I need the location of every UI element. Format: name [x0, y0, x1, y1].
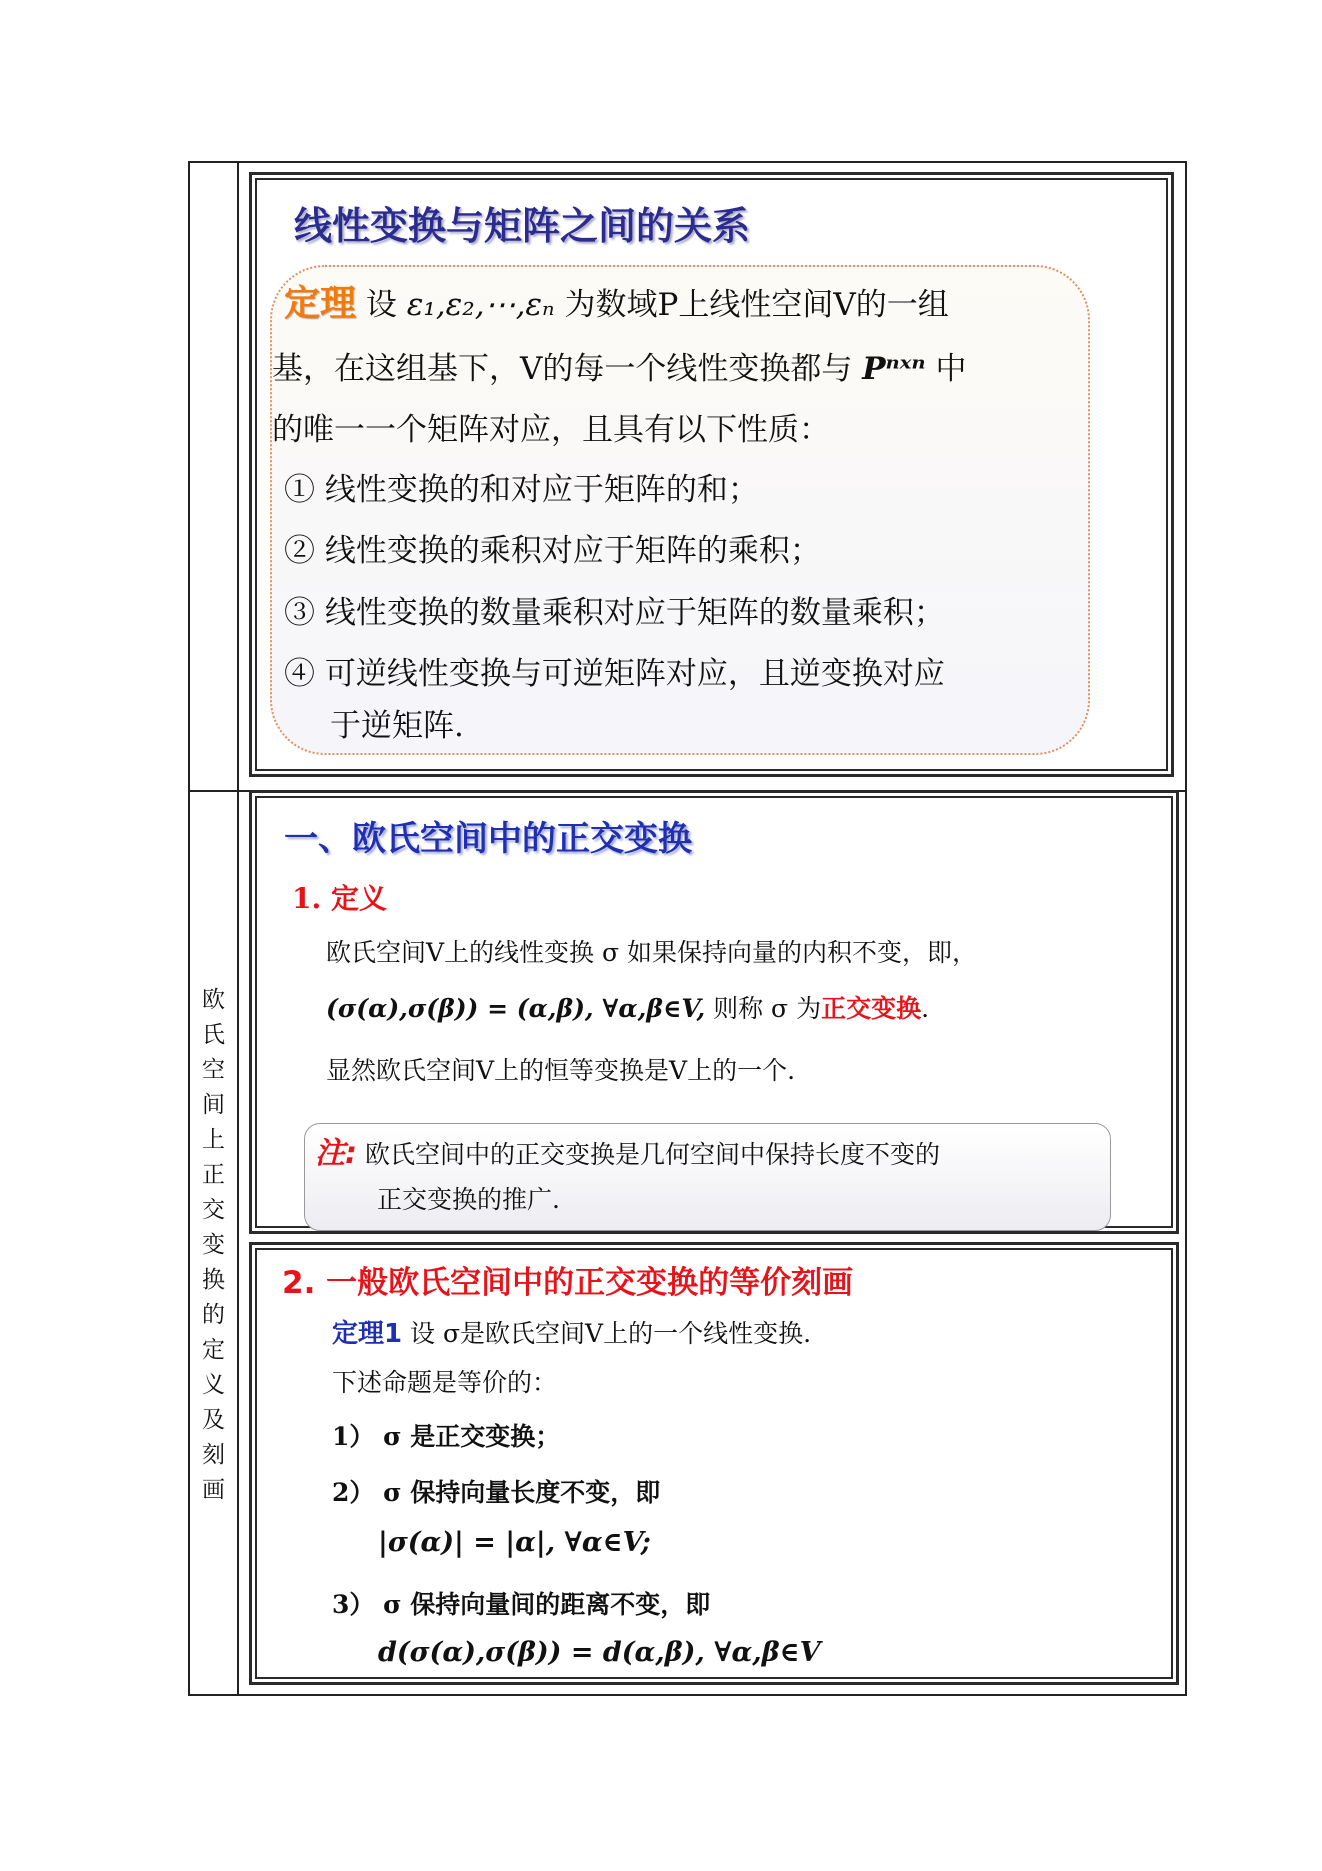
property-4-continued: 于逆矩阵.: [330, 708, 464, 744]
text: 为数域P上线性空间V的一组: [564, 287, 949, 323]
side-char: 间: [202, 1092, 225, 1118]
item-2: 2） σ 保持向量长度不变，即: [332, 1478, 661, 1507]
note-box: [304, 1123, 1111, 1231]
column-divider: [237, 163, 239, 1694]
text: .: [921, 994, 930, 1023]
text: 设 σ是欧氏空间V上的一个线性变换.: [410, 1319, 812, 1348]
side-char: 的: [202, 1302, 225, 1328]
text: 中: [935, 351, 967, 387]
side-char: 欧: [202, 987, 225, 1013]
side-char: 义: [202, 1372, 225, 1398]
side-char: 变: [202, 1232, 225, 1258]
side-label: [190, 983, 237, 1508]
property-1: ① 线性变换的和对应于矩阵的和；: [284, 472, 759, 508]
property-4: ④ 可逆线性变换与可逆矩阵对应，且逆变换对应: [284, 656, 945, 692]
property-3: ③ 线性变换的数量乘积对应于矩阵的数量乘积；: [284, 595, 945, 631]
theorem-box: [270, 265, 1090, 755]
text: 则称 σ 为: [713, 994, 822, 1023]
slide-title: 一、欧氏空间中的正交变换: [284, 819, 692, 859]
item-1: 1） σ 是正交变换；: [332, 1422, 561, 1451]
theorem-line-2: [272, 343, 966, 388]
definition-line-2: [326, 989, 929, 1025]
side-char: 刻: [202, 1442, 225, 1468]
definition-line-3: 显然欧氏空间V上的恒等变换是V上的一个.: [326, 1056, 796, 1085]
distance-formula: d(σ(α),σ(β)) = d(α,β), ∀α,β∈V: [378, 1637, 821, 1668]
inner-product-formula: (σ(α),σ(β)) = (α,β), ∀α,β∈V,: [326, 994, 706, 1023]
text: 设: [365, 287, 397, 323]
side-char: 正: [202, 1162, 225, 1188]
slide-orthogonal-definition: [249, 790, 1179, 1234]
side-char: 氏: [202, 1022, 225, 1048]
theorem-tag: 定理1: [332, 1319, 403, 1349]
note-line-2: 正交变换的推广.: [377, 1185, 560, 1214]
theorem-line-1: [284, 275, 949, 326]
side-char: 定: [202, 1337, 225, 1363]
equivalent-statement: 下述命题是等价的：: [332, 1368, 558, 1397]
side-char: 空: [202, 1057, 225, 1083]
term-orthogonal-transform: 正交变换: [821, 994, 922, 1023]
item-3: 3） σ 保持向量间的距离不变，即: [332, 1590, 711, 1619]
theorem-tag: 定理: [284, 283, 357, 324]
side-char: 上: [202, 1127, 225, 1153]
theorem-1-line: [332, 1313, 811, 1350]
text: 基，在这组基下，V的每一个线性变换都与: [272, 351, 853, 387]
side-char: 画: [202, 1477, 225, 1503]
slide-title: 2. 一般欧氏空间中的正交变换的等价刻画: [282, 1265, 854, 1301]
length-formula: |σ(α)| = |α|, ∀α∈V;: [378, 1527, 651, 1558]
definition-line-1: 欧氏空间V上的线性变换 σ 如果保持向量的内积不变，即，: [326, 938, 978, 967]
side-char: 换: [202, 1267, 225, 1293]
note-tag: 注:: [315, 1136, 357, 1171]
matrix-space-formula: Pⁿˣⁿ: [862, 351, 926, 387]
slide-equivalent-characterization: [249, 1242, 1179, 1685]
slide-linear-map-matrix: [249, 172, 1174, 777]
definition-heading: 1. 定义: [292, 882, 387, 915]
basis-formula: ε₁,ε₂,⋯,εₙ: [406, 287, 555, 323]
property-2: ② 线性变换的乘积对应于矩阵的乘积；: [284, 533, 821, 569]
slide-title: 线性变换与矩阵之间的关系: [294, 204, 751, 248]
text: 欧氏空间中的正交变换是几何空间中保持长度不变的: [364, 1140, 940, 1169]
theorem-line-3: 的唯一一个矩阵对应，且具有以下性质：: [272, 412, 830, 448]
side-char: 交: [202, 1197, 225, 1223]
side-char: 及: [202, 1407, 225, 1433]
note-line-1: [315, 1128, 940, 1172]
